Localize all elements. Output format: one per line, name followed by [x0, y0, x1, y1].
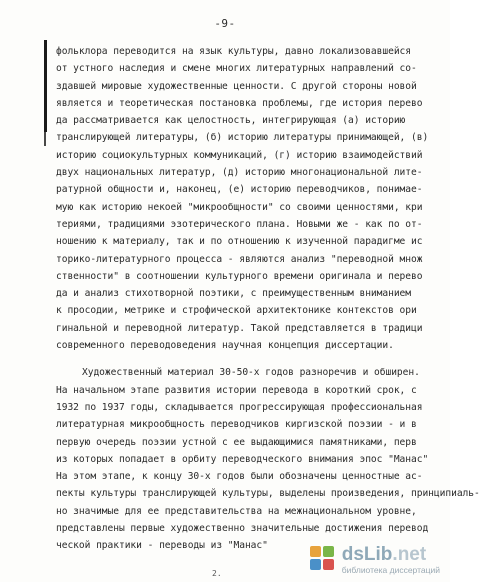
- watermark[interactable]: [310, 545, 440, 575]
- dslib-logo-icon: [310, 546, 336, 572]
- text-line: ратурной общности и, наконец, (е) историю переводчиков, понимае-: [56, 184, 423, 196]
- body-text: [56, 43, 480, 555]
- text-line: ческой практики - переводы из "Манас": [56, 540, 268, 552]
- text-line: от устного наследия и смене многих литературных направлений со-: [56, 63, 417, 75]
- text-line: пекты культуры транслирующей культуры, выделены произведения, принципиаль-: [56, 488, 480, 500]
- watermark-subtitle: библиотека диссертаций: [341, 564, 440, 575]
- text-line: торико-литературного процесса - являются анализ "переводной множ: [56, 253, 423, 265]
- text-line: териями, традициями эзотерического плана. Новыми же - как по от-: [56, 218, 423, 230]
- text-line: гинальной и переводной литератур. Такой представляется в традици: [56, 322, 423, 334]
- text-line: к просодии, метрике и строфической архитектонике контекстов ори: [56, 305, 417, 317]
- text-line: На этом этапе, к концу 30-х годов были обозначены ценностные ас-: [56, 471, 423, 483]
- text-line: мую как историю некоей "микрообщности" со своими ценностями, кри: [56, 201, 423, 213]
- text-line: двух национальных литератур, (д) историю многонациональной лите-: [56, 167, 423, 179]
- text-line: да рассматривается как целостность, интегрирующая (а) историю: [56, 115, 406, 127]
- text-line: да и анализ стихотворной поэтики, с преимущественным вниманием: [56, 288, 412, 300]
- text-line: является и теоретическая постановка проблемы, где история перево: [56, 97, 423, 109]
- text-line: современного переводоведения научная концепция диссертации.: [56, 340, 394, 352]
- text-line: На начальном этапе развития истории перевода в короткий срок, с: [56, 384, 417, 396]
- text-line: 1932 по 1937 годы, складывается прогрессирующая профессиональная: [56, 401, 423, 413]
- margin-mark: [44, 40, 47, 132]
- text-line: первую очередь поэзии устной с ее выдающимися памятниками, перв: [56, 436, 417, 448]
- text-line: представлены первые художественно значительные достижения перевод: [56, 523, 429, 535]
- watermark-text: [342, 545, 440, 575]
- text-line: литературная микрообщность переводчиков киргизской поэзии - и в: [56, 419, 417, 431]
- text-line: Художественный материал 30-50-х годов разноречив и обширен.: [82, 367, 420, 379]
- text-line: ношению к материалу, так и по отношению к изученной парадигме ис: [56, 236, 423, 248]
- text-line: транслирующей литературы, (б) историю литературы принимающей, (в): [56, 132, 429, 144]
- text-line: из которых попадает в орбиту переводческого внимания эпос "Манас": [56, 453, 429, 465]
- watermark-brand: dsLib.net: [341, 543, 427, 565]
- text-line: историю социокультурных коммуникаций, (г) историю взаимодействий: [56, 149, 423, 161]
- stray-mark: 2.: [212, 569, 222, 578]
- margin-mark: [44, 132, 46, 146]
- text-line: фольклора переводится на язык культуры, давно локализовавшейся: [56, 46, 412, 57]
- text-line: здавшей мировые художественные ценности. С другой стороны новой: [56, 80, 417, 92]
- page-number: -9-: [214, 17, 236, 30]
- text-line: но значимые для ее представительства на межнациональном уровне,: [56, 505, 417, 517]
- text-line: ственности" в соотношении культурного времени оригинала и перево: [56, 270, 423, 282]
